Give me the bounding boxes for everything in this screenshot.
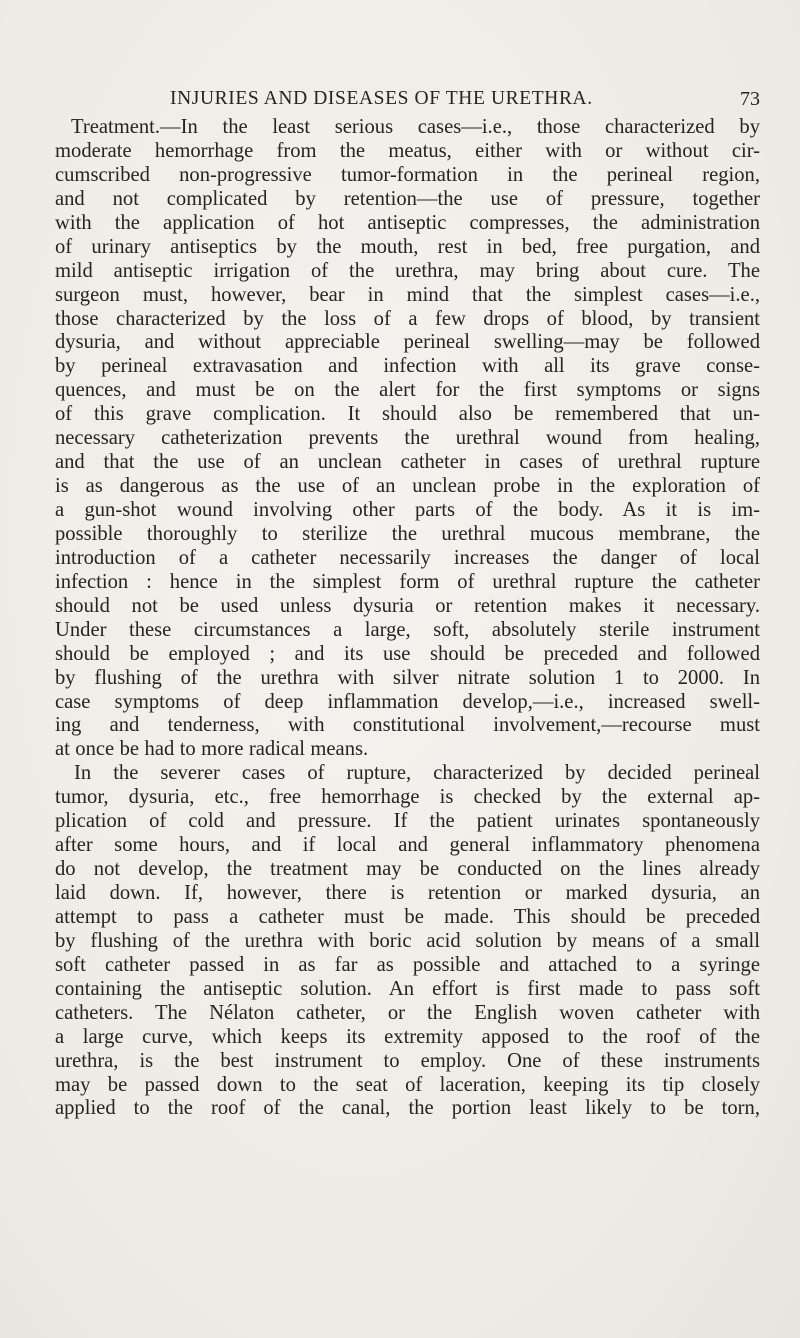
text-line: dysuria, and without appreciable perineal swelling—may be followed <box>55 331 760 354</box>
text-line: surgeon must, however, bear in mind that the simplest cases—i.e., <box>55 283 760 306</box>
body-text <box>55 116 760 1121</box>
text-line: case symptoms of deep inflammation develop,—i.e., increased swell- <box>55 690 760 713</box>
text-line: introduction of a catheter necessarily increases the danger of local <box>55 546 760 569</box>
text-line: tumor, dysuria, etc., free hemorrhage is checked by the external ap- <box>55 786 760 809</box>
running-head <box>118 88 760 116</box>
text-line: mild antiseptic irrigation of the urethra, may bring about cure. The <box>55 259 760 282</box>
text-line: necessary catheterization prevents the urethral wound from healing, <box>55 427 760 450</box>
text-line: by perineal extravasation and infection with all its grave conse- <box>55 355 760 378</box>
text-line: of urinary antiseptics by the mouth, rest in bed, free purgation, and <box>55 235 760 258</box>
running-head-title: INJURIES AND DISEASES OF THE URETHRA. <box>170 88 593 109</box>
text-line: catheters. The Nélaton catheter, or the English woven catheter with <box>55 1001 760 1024</box>
text-line: of this grave complication. It should also be remembered that un- <box>55 403 760 426</box>
text-line: quences, and must be on the alert for the first symptoms or signs <box>55 379 760 402</box>
text-line: Treatment.—In the least serious cases—i.e., those characterized by <box>71 116 760 138</box>
text-line: may be passed down to the seat of laceration, keeping its tip closely <box>55 1073 760 1096</box>
text-line: by flushing of the urethra with boric acid solution by means of a small <box>55 929 760 952</box>
text-line: possible thoroughly to sterilize the urethral mucous membrane, the <box>55 522 760 545</box>
text-line: is as dangerous as the use of an unclean probe in the exploration of <box>55 475 760 498</box>
text-line: and that the use of an unclean catheter in cases of urethral rupture <box>55 451 760 474</box>
text-line: infection : hence in the simplest form of urethral rupture the catheter <box>55 570 760 593</box>
text-line: at once be had to more radical means. <box>55 738 369 761</box>
text-line: those characterized by the loss of a few drops of blood, by transient <box>55 307 760 330</box>
text-line: plication of cold and pressure. If the patient urinates spontaneously <box>55 810 760 833</box>
text-line: attempt to pass a catheter must be made. This should be preceded <box>55 905 760 928</box>
text-line: containing the antiseptic solution. An effort is first made to pass soft <box>55 977 760 1000</box>
text-line: after some hours, and if local and general inflammatory phenomena <box>55 834 760 857</box>
text-line: with the application of hot antiseptic compresses, the administration <box>55 211 760 234</box>
text-line: Under these circumstances a large, soft, absolutely sterile instrument <box>55 618 760 641</box>
text-line: by flushing of the urethra with silver nitrate solution 1 to 2000. In <box>55 666 760 689</box>
text-line: In the severer cases of rupture, characterized by decided perineal <box>74 762 760 785</box>
text-line: a large curve, which keeps its extremity apposed to the roof of the <box>55 1025 760 1048</box>
text-line: urethra, is the best instrument to employ. One of these instruments <box>55 1049 760 1072</box>
text-line: and not complicated by retention—the use of pressure, together <box>55 187 760 210</box>
text-line: should be employed ; and its use should be preceded and followed <box>55 642 760 665</box>
text-line: do not develop, the treatment may be conducted on the lines already <box>55 858 760 881</box>
text-line: ing and tenderness, with constitutional involvement,—recourse must <box>55 714 760 737</box>
text-line: soft catheter passed in as far as possible and attached to a syringe <box>55 953 760 976</box>
page-number: 73 <box>740 88 760 110</box>
text-line: applied to the roof of the canal, the portion least likely to be torn, <box>55 1097 760 1120</box>
text-line: laid down. If, however, there is retention or marked dysuria, an <box>55 882 760 904</box>
text-line: should not be used unless dysuria or retention makes it necessary. <box>55 594 760 617</box>
text-line: cumscribed non-progressive tumor-formation in the perineal region, <box>55 163 760 186</box>
text-line: moderate hemorrhage from the meatus, either with or without cir- <box>55 139 760 162</box>
text-line: a gun-shot wound involving other parts of the body. As it is im- <box>55 499 760 521</box>
